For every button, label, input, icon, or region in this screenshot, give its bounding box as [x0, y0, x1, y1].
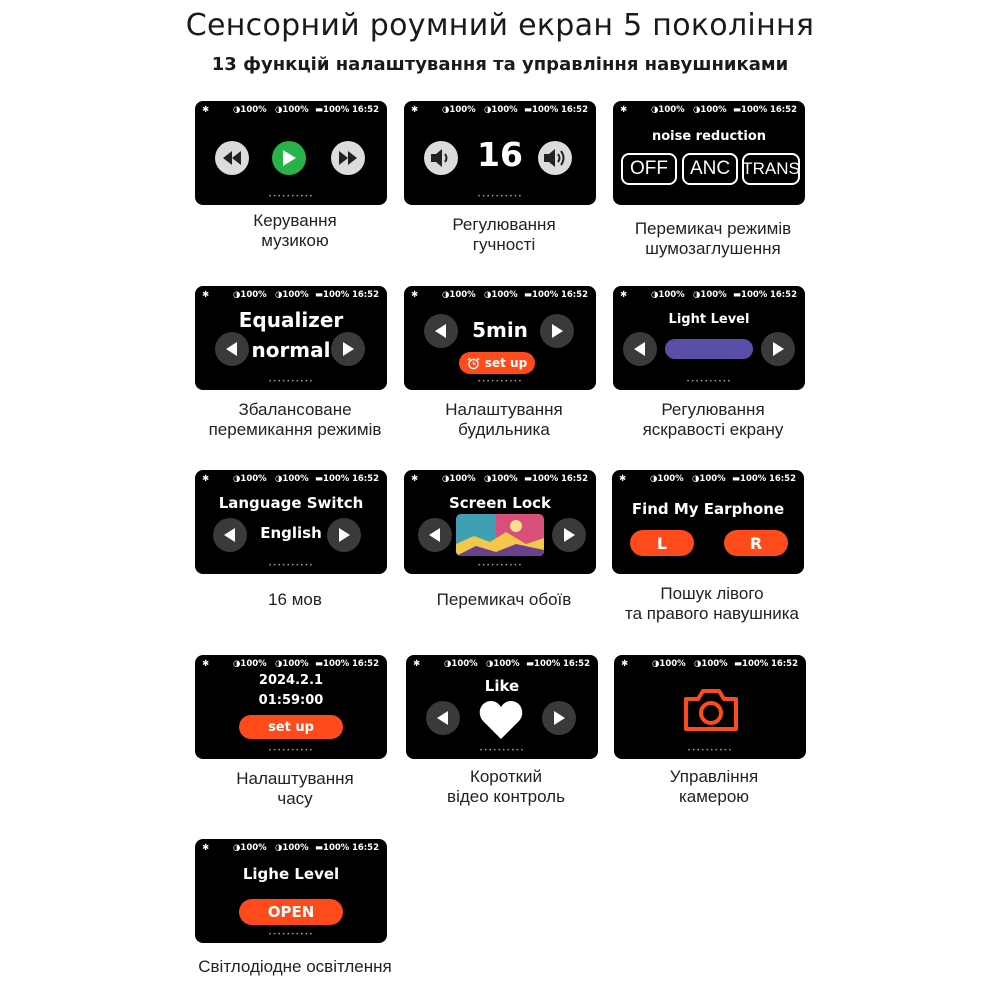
page-indicator: ••••••••••	[268, 747, 314, 754]
left-earbud-battery: ◑100%	[652, 659, 686, 669]
time-setup-button[interactable]: set up	[239, 715, 343, 739]
page-indicator: ••••••••••	[268, 931, 314, 938]
rewind-icon[interactable]	[215, 141, 249, 175]
volume-value: 16	[477, 135, 523, 174]
left-earbud-battery: ◑100%	[442, 290, 476, 300]
alarm-setup-label: set up	[484, 356, 528, 370]
caption-line: Налаштування	[236, 769, 354, 788]
alarm-value: 5min	[472, 318, 528, 342]
caption-line: шумозаглушення	[645, 239, 781, 258]
case-battery: ▬100%	[315, 659, 350, 669]
clock: 16:52	[769, 105, 797, 115]
caption-line: Регулювання	[452, 215, 556, 234]
status-bar	[195, 474, 387, 486]
clock: 16:52	[768, 474, 796, 484]
caption-line: Керування	[253, 211, 337, 230]
page-indicator: ••••••••••	[268, 378, 314, 385]
caption-line: Перемикач режимів	[634, 219, 792, 238]
status-bar	[404, 105, 596, 117]
alarm-setup-button[interactable]	[459, 352, 535, 374]
bluetooth-icon: ✱	[202, 659, 210, 669]
left-earbud-battery: ◑100%	[651, 105, 685, 115]
left-earbud-battery: ◑100%	[650, 474, 684, 484]
screen-lock-label: Screen Lock	[448, 494, 552, 512]
caption-line: Регулювання	[661, 400, 765, 419]
chevron-left-icon[interactable]	[215, 332, 249, 366]
right-earbud-battery: ◑100%	[484, 474, 518, 484]
screen-noise[interactable]	[613, 101, 805, 205]
like-label: Like	[484, 677, 520, 695]
clock: 16:52	[351, 290, 379, 300]
chevron-left-icon[interactable]	[418, 518, 452, 552]
clock: 16:52	[351, 659, 379, 669]
screen-alarm[interactable]	[404, 286, 596, 390]
right-earbud-battery: ◑100%	[486, 659, 520, 669]
bluetooth-icon: ✱	[411, 290, 419, 300]
caption-line: та правого навушника	[625, 604, 799, 623]
status-bar	[614, 659, 806, 671]
volume-up-icon[interactable]	[538, 141, 572, 175]
case-battery: ▬100%	[524, 474, 559, 484]
alarm-clock-icon	[467, 357, 480, 370]
caption-led	[135, 957, 455, 977]
left-earbud-battery: ◑100%	[442, 105, 476, 115]
status-bar	[195, 659, 387, 671]
bluetooth-icon: ✱	[411, 474, 419, 484]
clock: 16:52	[560, 290, 588, 300]
clock: 16:52	[560, 105, 588, 115]
caption-camera	[584, 767, 844, 807]
find-right-button[interactable]: R	[724, 530, 788, 556]
page-subtitle: 13 функцій налаштування та управління навушниками	[211, 54, 789, 75]
caption-line: музикою	[261, 231, 329, 250]
caption-line: перемикання режимів	[208, 420, 382, 439]
page-title: Сенсорний роумний екран 5 покоління	[185, 8, 815, 43]
caption-line: Збалансоване	[238, 400, 352, 419]
left-earbud-battery: ◑100%	[233, 290, 267, 300]
status-bar	[404, 474, 596, 486]
bluetooth-icon: ✱	[621, 659, 629, 669]
chevron-right-icon[interactable]	[327, 518, 361, 552]
case-battery: ▬100%	[732, 474, 767, 484]
clock: 16:52	[351, 105, 379, 115]
right-earbud-battery: ◑100%	[275, 659, 309, 669]
chevron-right-icon[interactable]	[552, 518, 586, 552]
case-battery: ▬100%	[734, 659, 769, 669]
caption-line: Пошук лівого	[660, 584, 764, 603]
screen-time[interactable]	[195, 655, 387, 759]
case-battery: ▬100%	[315, 105, 350, 115]
clock: 16:52	[351, 474, 379, 484]
chevron-left-icon[interactable]	[426, 701, 460, 735]
find-earphone-label: Find My Earphone	[631, 500, 785, 518]
caption-line: відео контроль	[447, 787, 565, 806]
screen-camera[interactable]	[614, 655, 806, 759]
screen-wallpaper[interactable]	[404, 470, 596, 574]
fast-forward-icon[interactable]	[331, 141, 365, 175]
time-date: 2024.2.1	[258, 673, 324, 688]
status-bar	[195, 290, 387, 302]
page-indicator: ••••••••••	[477, 378, 523, 385]
bluetooth-icon: ✱	[202, 105, 210, 115]
right-earbud-battery: ◑100%	[693, 105, 727, 115]
page-indicator: ••••••••••	[686, 378, 732, 385]
right-earbud-battery: ◑100%	[484, 290, 518, 300]
case-battery: ▬100%	[315, 843, 350, 853]
time-clock: 01:59:00	[258, 693, 324, 708]
left-earbud-battery: ◑100%	[233, 659, 267, 669]
right-earbud-battery: ◑100%	[692, 474, 726, 484]
status-bar	[195, 843, 387, 855]
brightness-fill	[665, 339, 753, 359]
find-left-button[interactable]: L	[630, 530, 694, 556]
screen-video[interactable]	[406, 655, 598, 759]
screen-music[interactable]	[195, 101, 387, 205]
screen-volume[interactable]	[404, 101, 596, 205]
caption-line: камерою	[678, 787, 750, 806]
caption-line: будильника	[458, 420, 550, 439]
case-battery: ▬100%	[315, 474, 350, 484]
left-earbud-battery: ◑100%	[444, 659, 478, 669]
equalizer-label: Equalizer	[238, 308, 344, 332]
status-bar	[613, 105, 805, 117]
chevron-right-icon[interactable]	[761, 332, 795, 366]
status-bar	[406, 659, 598, 671]
right-earbud-battery: ◑100%	[275, 105, 309, 115]
bluetooth-icon: ✱	[619, 474, 627, 484]
left-earbud-battery: ◑100%	[233, 843, 267, 853]
wallpaper-preview[interactable]	[456, 514, 544, 556]
screen-equalizer[interactable]	[195, 286, 387, 390]
clock: 16:52	[560, 474, 588, 484]
caption-line: гучності	[472, 235, 536, 254]
right-earbud-battery: ◑100%	[693, 290, 727, 300]
screen-brightness[interactable]	[613, 286, 805, 390]
heart-icon[interactable]	[479, 701, 523, 743]
bluetooth-icon: ✱	[202, 290, 210, 300]
bluetooth-icon: ✱	[202, 474, 210, 484]
caption-line: Перемикач обоїв	[436, 590, 572, 609]
right-earbud-battery: ◑100%	[484, 105, 518, 115]
caption-noise	[583, 219, 843, 259]
left-earbud-battery: ◑100%	[651, 290, 685, 300]
caption-line: Короткий	[469, 767, 543, 786]
page-indicator: ••••••••••	[268, 193, 314, 200]
bluetooth-icon: ✱	[620, 290, 628, 300]
bluetooth-icon: ✱	[620, 105, 628, 115]
noise-label: noise reduction	[651, 129, 767, 144]
page-indicator: ••••••••••	[479, 747, 525, 754]
page-indicator: ••••••••••	[477, 562, 523, 569]
clock: 16:52	[769, 290, 797, 300]
left-earbud-battery: ◑100%	[442, 474, 476, 484]
right-earbud-battery: ◑100%	[694, 659, 728, 669]
caption-line: Налаштування	[445, 400, 563, 419]
language-value: English	[260, 524, 322, 542]
left-earbud-battery: ◑100%	[233, 105, 267, 115]
chevron-right-icon[interactable]	[542, 701, 576, 735]
camera-icon[interactable]	[682, 687, 740, 737]
case-battery: ▬100%	[526, 659, 561, 669]
status-bar	[195, 105, 387, 117]
screen-find[interactable]	[612, 470, 804, 574]
bluetooth-icon: ✱	[413, 659, 421, 669]
case-battery: ▬100%	[315, 290, 350, 300]
bluetooth-icon: ✱	[202, 843, 210, 853]
screen-language[interactable]	[195, 470, 387, 574]
page-indicator: ••••••••••	[687, 747, 733, 754]
chevron-right-icon[interactable]	[331, 332, 365, 366]
caption-line: 16 мов	[268, 590, 322, 609]
caption-line: яскравості екрану	[642, 420, 784, 439]
chevron-left-icon[interactable]	[623, 332, 657, 366]
mode-anc-button[interactable]: ANC	[682, 153, 738, 185]
caption-line: Управління	[669, 767, 759, 786]
led-label: Lighe Level	[242, 865, 340, 883]
light-level-label: Light Level	[668, 312, 750, 327]
bluetooth-icon: ✱	[411, 105, 419, 115]
right-earbud-battery: ◑100%	[275, 290, 309, 300]
play-icon[interactable]	[272, 141, 306, 175]
status-bar	[613, 290, 805, 302]
page-indicator: ••••••••••	[477, 193, 523, 200]
status-bar	[404, 290, 596, 302]
status-bar	[612, 474, 804, 486]
brightness-slider[interactable]	[665, 339, 753, 359]
clock: 16:52	[770, 659, 798, 669]
left-earbud-battery: ◑100%	[233, 474, 267, 484]
right-earbud-battery: ◑100%	[275, 843, 309, 853]
clock: 16:52	[562, 659, 590, 669]
equalizer-value: normal	[251, 338, 331, 362]
case-battery: ▬100%	[524, 105, 559, 115]
mode-trans-button[interactable]: TRANS	[742, 153, 800, 185]
led-open-button[interactable]: OPEN	[239, 899, 343, 925]
page-indicator: ••••••••••	[268, 562, 314, 569]
case-battery: ▬100%	[524, 290, 559, 300]
case-battery: ▬100%	[733, 105, 768, 115]
caption-brightness	[583, 400, 843, 440]
clock: 16:52	[351, 843, 379, 853]
caption-find	[582, 584, 842, 624]
caption-line: часу	[277, 789, 313, 808]
chevron-right-icon[interactable]	[540, 314, 574, 348]
case-battery: ▬100%	[733, 290, 768, 300]
language-label: Language Switch	[218, 494, 364, 512]
screen-led[interactable]	[195, 839, 387, 943]
mode-off-button[interactable]: OFF	[621, 153, 677, 185]
caption-line: Світлодіодне освітлення	[198, 957, 392, 976]
right-earbud-battery: ◑100%	[275, 474, 309, 484]
